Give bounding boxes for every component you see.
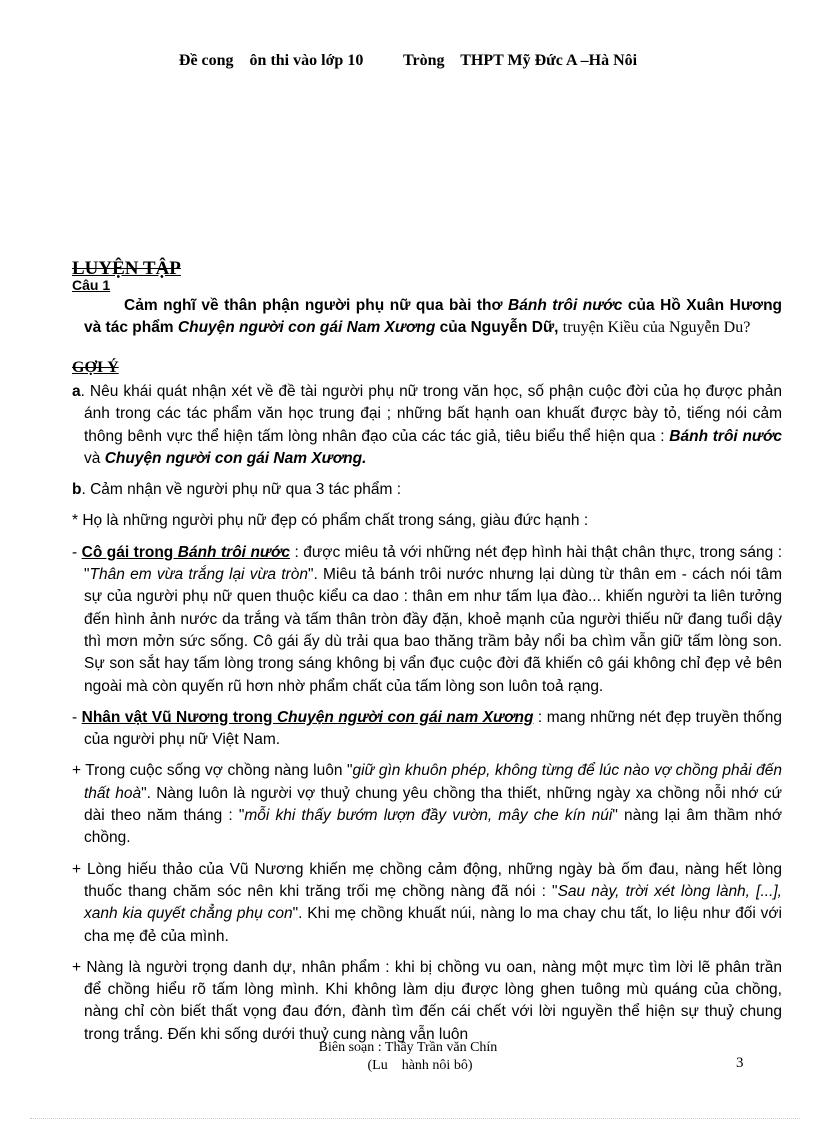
- section-title: LUYỆN TẬP: [72, 258, 181, 279]
- heading-vu-nuong: Nhân vật Vũ Nương trong Chuyện người con gái nam Xương: [81, 708, 534, 726]
- paragraph-plus-1: + Trong cuộc sống vợ chồng nàng luôn "giữ gìn khuôn phép, không từng để lúc nào vợ chồng phải đến thất hoà". Nàng luôn là người vợ thuỷ chung yêu chồng tha thiết, những ngày xa chồng nỗi nhớ cứ dài theo năm tháng : "mỗi khi thấy bướm lượn đầy vườn, mây che kín núi" nàng lại âm thầm nhớ chồng.: [72, 762, 782, 847]
- question-work-1: Bánh trôi nước: [508, 297, 623, 314]
- question-text-4: truyện Kiều của Nguyễn Du?: [562, 319, 751, 336]
- question-text-3: của Nguyễn Dữ,: [435, 319, 563, 336]
- footer-author: Biên soạn : Thầy Trần văn Chín: [318, 1040, 498, 1055]
- paragraph-banh-troi-nuoc: - Cô gái trong Bánh trôi nước : được miêu tả với những nét đẹp hình hài thật chân thực, trong sáng : "Thân em vừa trắng lại vừa tròn". Miêu tả bánh trôi nước nhưng lại dùng từ thân em - cách nói tâm sự của người phụ nữ quen thuộc kiểu ca dao : thân em như tấm lụa đào... khiến người ta liên tưởng đến hình ảnh nước da trắng và tấm thân tròn đầy đặn, khoẻ mạnh của người thiếu nữ đang tuổi dậy thì mơn mởn sức sống. Cô gái ấy dù trải qua bao thăng trầm bảy nổi ba chìm vẫn giữ tấm lòng son. Sự son sắt hay tấm lòng trong sáng không bị vẩn đục cuộc đời đã khiến cô gái không chỉ đẹp vẻ bên ngoài mà còn quyến rũ hơn nhờ phẩm chất của tấm lòng son luôn toả rạng.: [72, 543, 783, 695]
- question-text-2: của Hồ Xuân Hương và tác phẩm: [84, 297, 783, 336]
- page-bottom-divider: [30, 1118, 800, 1119]
- header-right: Tròng THPT Mỹ Đức A –Hà Nôi: [403, 52, 638, 69]
- quote: Sau này, trời xét lòng lành, [...], xanh kia quyết chẳng phụ con: [84, 882, 782, 923]
- page-number: 3: [736, 1055, 744, 1071]
- header-left: Đề cong ôn thi vào lớp 10: [178, 52, 364, 69]
- page-header: [0, 52, 816, 70]
- heading-banh-troi-nuoc: Cô gái trong Bánh trôi nước: [81, 543, 291, 561]
- quote: Thân em vừa trắng lại vừa tròn: [89, 566, 308, 584]
- paragraph-b-marker: b: [72, 481, 82, 499]
- quote: mỗi khi thấy bướm lượn đầy vườn, mây che kín núi: [244, 807, 613, 825]
- paragraph-plus-3: + Nàng là người trọng danh dự, nhân phẩm : khi bị chồng vu oan, nàng một mực tìm lời lẽ phân trần để chồng hiểu rõ tấm lòng mình. Khi không làm dịu được lòng ghen tuông mù quáng của chồng, nàng chỉ còn biết thất vọng đau đớn, đành tìm đến cái chết với lời nguyền thể hiện sự thuỷ chung trong trắng. Đến khi sống dưới thuỷ cung nàng vẫn luôn: [72, 958, 782, 1043]
- paragraph-vu-nuong: - Nhân vật Vũ Nương trong Chuyện người con gái nam Xương : mang những nét đẹp truyền thống của người phụ nữ Việt Nam.: [72, 708, 782, 749]
- question-text: [84, 295, 782, 339]
- paragraph-plus-2: + Lòng hiếu thảo của Vũ Nương khiến mẹ chồng cảm động, những ngày bà ốm đau, nàng hết lòng thuốc thang chăm sóc nên khi trăng trối mẹ chồng nàng đã nói : "Sau này, trời xét lòng lành, [...], xanh kia quyết chẳng phụ con". Khi mẹ chồng khuất núi, nàng lo ma chay chu tất, lo liệu như đối với cha mẹ đẻ của mình.: [72, 860, 782, 945]
- paragraph-b: b. Cảm nhận về người phụ nữ qua 3 tác phẩm :: [72, 481, 402, 499]
- question-work-2: Chuyện người con gái Nam Xương: [177, 319, 436, 336]
- quote: giữ gìn khuôn phép, không từng để lúc nào vợ chồng phải đến thất hoà: [84, 762, 782, 802]
- paragraph-a: a. Nêu khái quát nhận xét về đề tài người phụ nữ trong văn học, số phận cuộc đời của họ được phản ánh trong các tác phẩm văn học trung đại ; những bất hạnh oan khuất được bày tỏ, tiếng nói cảm thông bênh vực thể hiện tấm lòng nhân đạo của các tác giả, tiêu biểu thể hiện qua : Bánh trôi nước và Chuyện người con gái Nam Xương.: [72, 383, 783, 467]
- hint-label: GỢI Ý: [72, 359, 119, 376]
- paragraph-star: * Họ là những người phụ nữ đẹp có phẩm chất trong sáng, giàu đức hạnh :: [72, 512, 589, 530]
- paragraph-a-marker: a: [72, 383, 81, 400]
- question-text-1: Cảm nghĩ về thân phận người phụ nữ qua bài thơ: [124, 297, 509, 314]
- footer-note: (Lu hành nôi bô): [367, 1058, 473, 1073]
- answer-body: [72, 381, 782, 1055]
- question-label: Câu 1: [72, 277, 111, 293]
